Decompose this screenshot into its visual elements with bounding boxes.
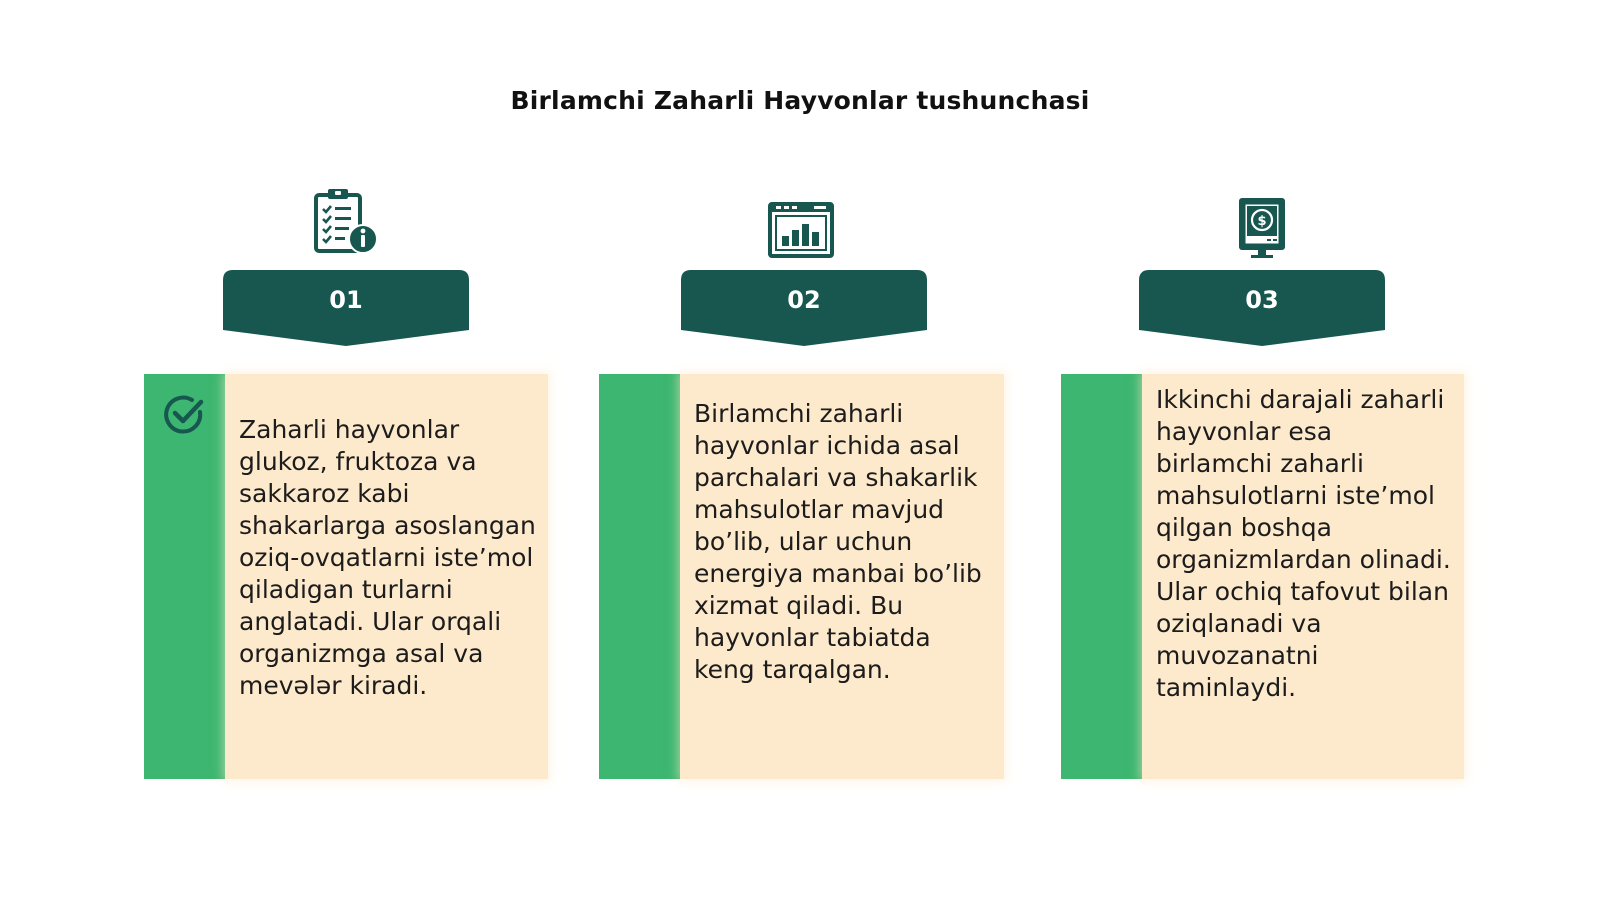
card-description: Zaharli hayvonlar glukoz, fruktoza va sakkaroz kabi shakarlarga asoslangan oziq-ovqatlarni iste’mol qiladigan turlarni anglatadi. Ular orqali organizmga asal va mevələr kiradi. <box>239 415 536 700</box>
card-description: Ikkinchi darajali zaharli hayvonlar esa birlamchi zaharli mahsulotlarni iste’mol qilgan boshqa organizmlardan olinadi. Ular ochiq tafovut bilan oziqlanadi va muvozanatni taminlaydi. <box>1156 385 1451 702</box>
card-text-panel <box>225 374 548 779</box>
check-circle-icon <box>162 392 208 438</box>
step-banner-02 <box>681 270 927 346</box>
dollar-monitor-icon <box>1227 192 1299 264</box>
step-number: 01 <box>329 286 363 314</box>
svg-text:$: $ <box>1257 214 1267 229</box>
step-number: 02 <box>787 286 821 314</box>
clipboard-checklist-info-icon <box>309 187 381 259</box>
card-text-panel <box>680 374 1004 779</box>
card-description: Birlamchi zaharli hayvonlar ichida asal parchalari va shakarlik mahsulotlar mavjud bo’lib, ular uchun energiya manbai bo’lib xizmat qiladi. Bu hayvonlar tabiatda keng tarqalgan. <box>694 399 982 684</box>
card-accent-bar <box>599 374 680 779</box>
card-accent-bar <box>1061 374 1142 779</box>
card-accent-bar <box>144 374 225 779</box>
step-number: 03 <box>1245 286 1279 314</box>
step-banner-03 <box>1139 270 1385 346</box>
step-banner-01 <box>223 270 469 346</box>
page-title: Birlamchi Zaharli Hayvonlar tushunchasi <box>510 86 1090 115</box>
bar-chart-window-icon <box>766 194 838 266</box>
card-text-panel <box>1142 374 1464 779</box>
